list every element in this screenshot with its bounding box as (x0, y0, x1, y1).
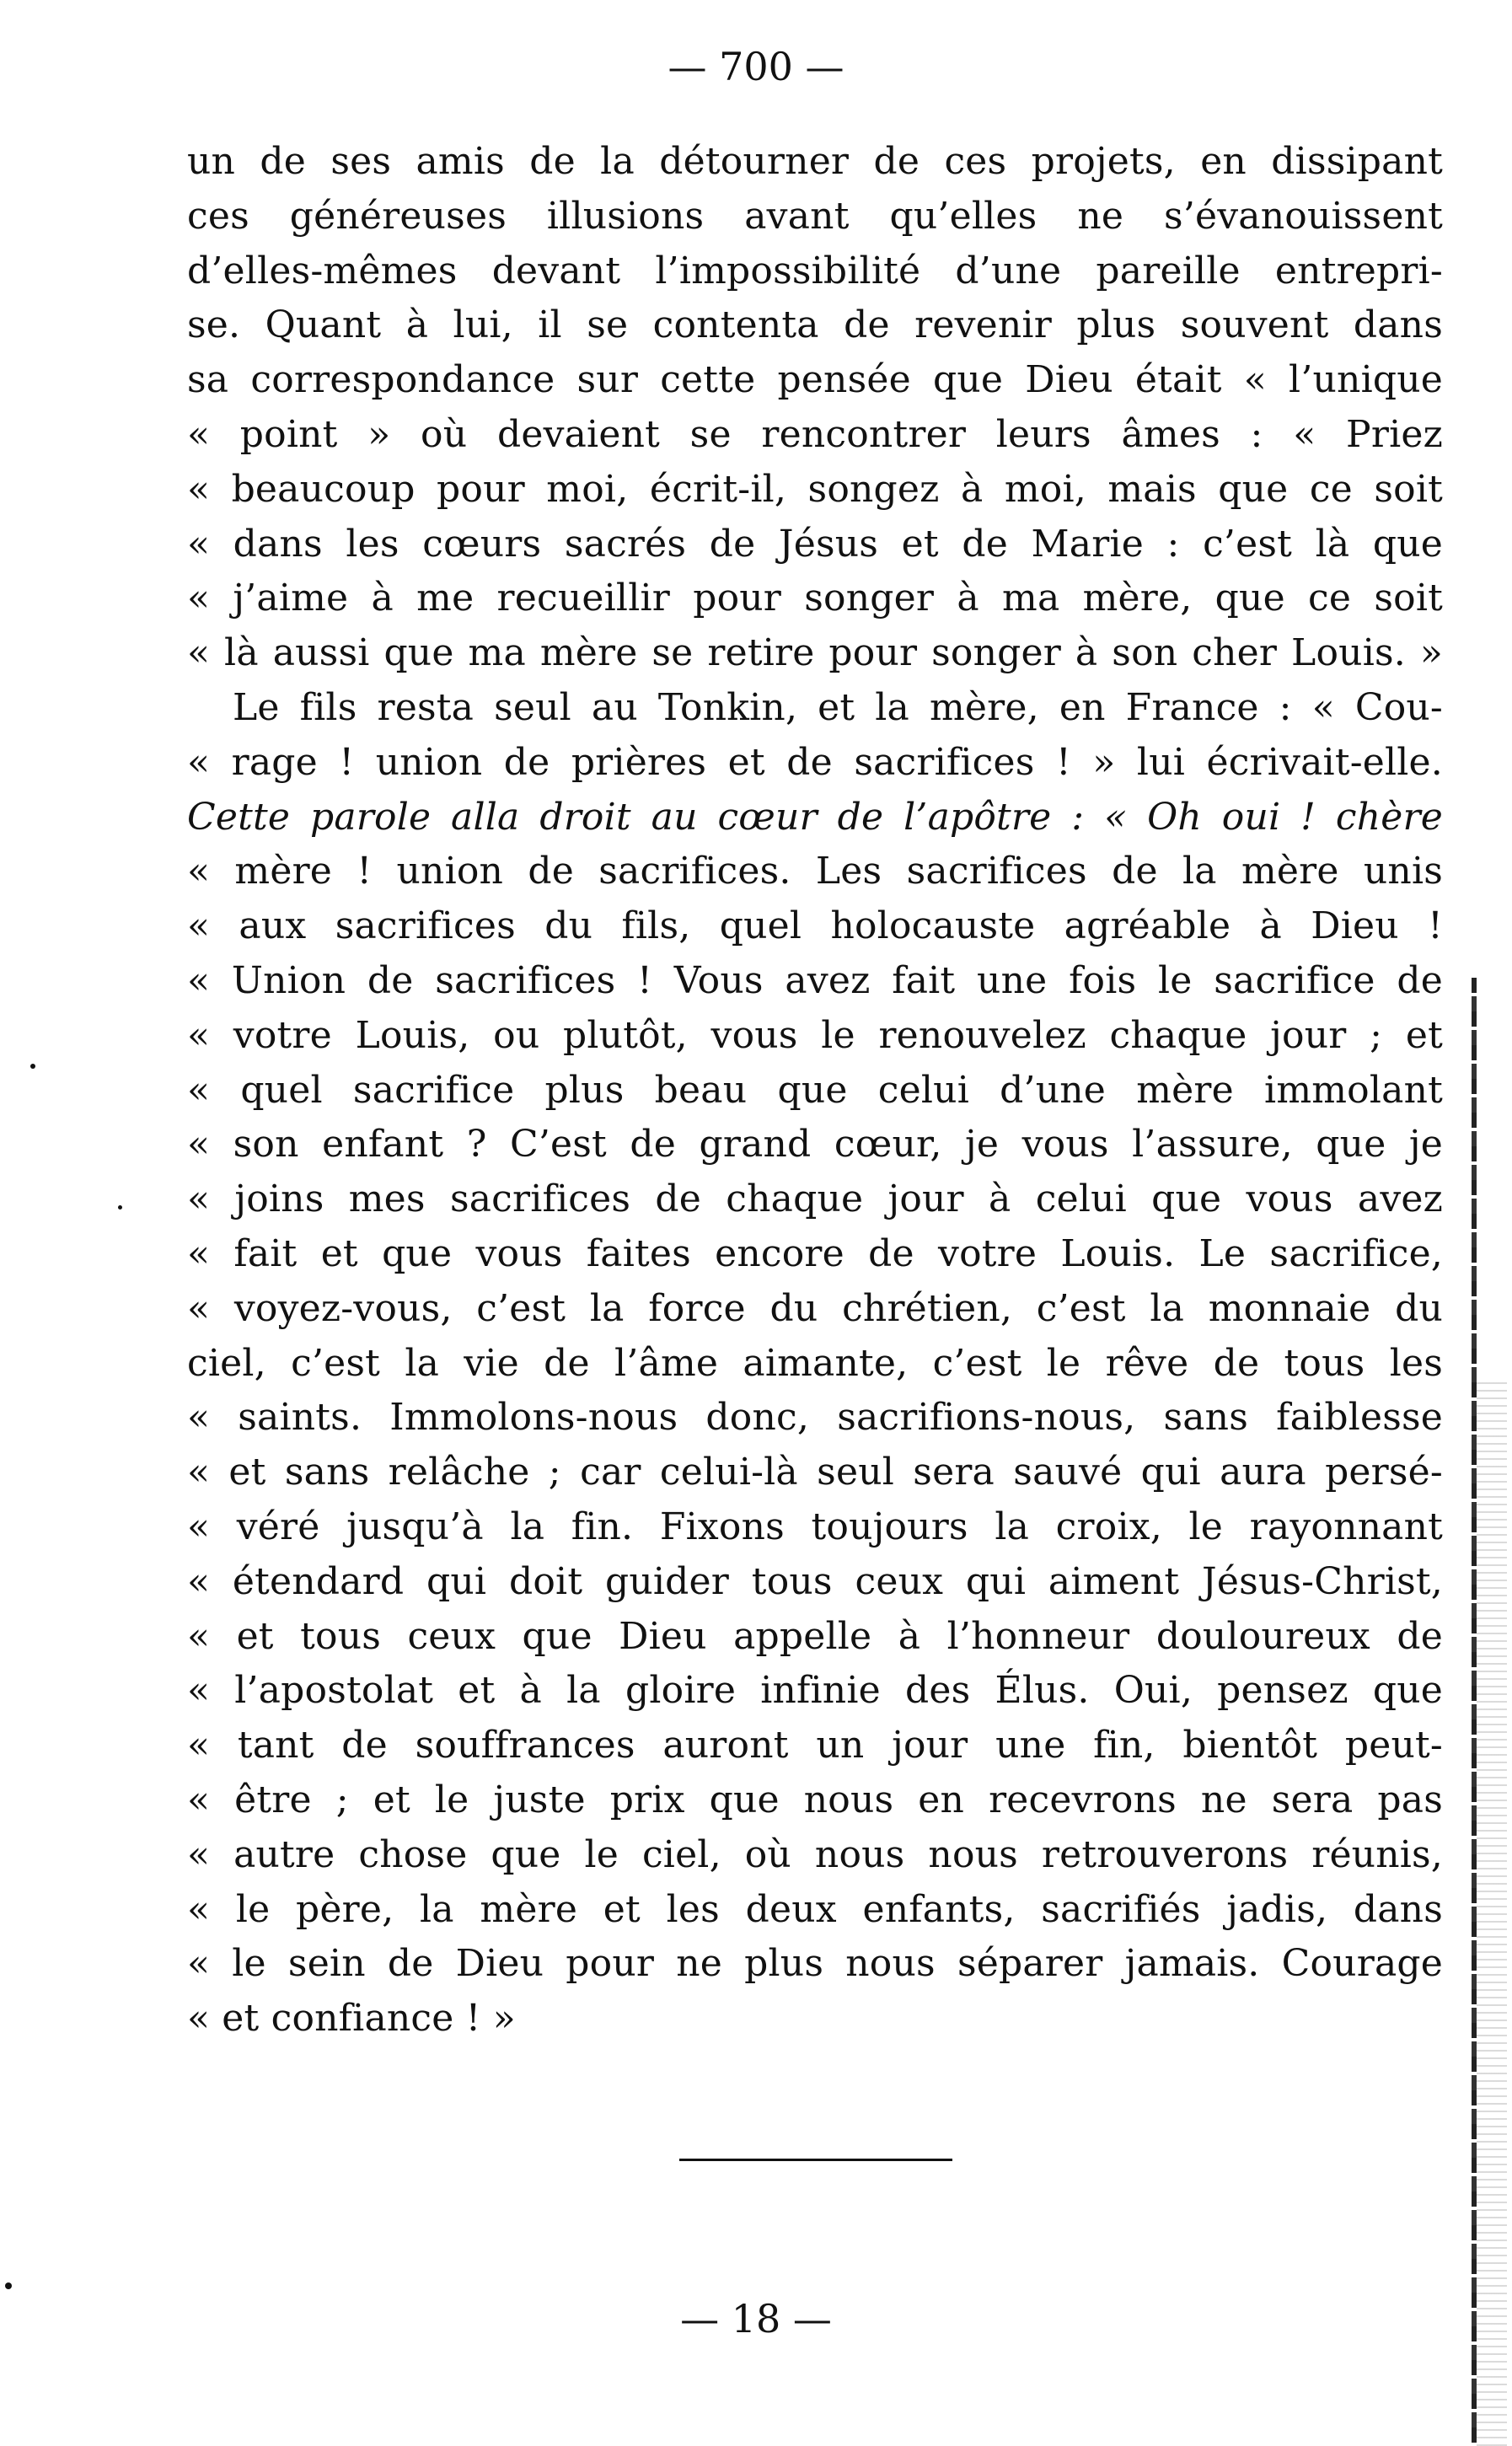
text-line-paragraph-start: Le fils resta seul au Tonkin, et la mère, en France : « Cou- (233, 685, 1443, 729)
text-line: « étendard qui doit guider tous ceux qui aiment Jésus-Christ, (187, 1559, 1443, 1603)
text-line: sa correspondance sur cette pensée que Dieu était « l’unique (187, 358, 1443, 402)
text-line: « être ; et le juste prix que nous en recevrons ne sera pas (187, 1778, 1443, 1821)
section-rule (679, 2159, 952, 2161)
text-line: « dans les cœurs sacrés de Jésus et de Marie : c’est là que (187, 522, 1443, 566)
text-line: d’elles-mêmes devant l’impossibilité d’une pareille entrepri- (187, 249, 1443, 292)
text-line: « l’apostolat et à la gloire infinie des Élus. Oui, pensez que (187, 1669, 1443, 1713)
signature-mark: — 18 — (680, 2296, 832, 2341)
text-line: « beaucoup pour moi, écrit-il, songez à moi, mais que ce soit (187, 467, 1443, 511)
text-line: « saints. Immolons-nous donc, sacrifions-nous, sans faiblesse (187, 1396, 1443, 1440)
text-line: « autre chose que le ciel, où nous nous retrouverons réunis, (187, 1832, 1443, 1876)
text-line: « là aussi que ma mère se retire pour songer à son cher Louis. » (187, 631, 1443, 675)
text-line: « j’aime à me recueillir pour songer à ma mère, que ce soit (187, 577, 1443, 620)
stray-ink-dot (5, 2282, 12, 2289)
text-line: « fait et que vous faites encore de votre Louis. Le sacrifice, (187, 1231, 1443, 1275)
text-line: « joins mes sacrifices de chaque jour à celui que vous avez (187, 1177, 1443, 1221)
text-line: « et tous ceux que Dieu appelle à l’honneur douloureux de (187, 1614, 1443, 1658)
text-line: « et sans relâche ; car celui-là seul sera sauvé qui aura persé- (187, 1451, 1443, 1494)
text-line: se. Quant à lui, il se contenta de revenir plus souvent dans (187, 303, 1443, 347)
text-line: « aux sacrifices du fils, quel holocauste agréable à Dieu ! (187, 904, 1443, 948)
text-line: « tant de souffrances auront un jour une fin, bientôt peut- (187, 1724, 1443, 1767)
binding-edge-speckle (1477, 1382, 1507, 2446)
text-line: « véré jusqu’à la fin. Fixons toujours la croix, le rayonnant (187, 1505, 1443, 1548)
text-line: ces généreuses illusions avant qu’elles ne s’évanouissent (187, 194, 1443, 238)
text-line: « quel sacrifice plus beau que celui d’une mère immolant (187, 1068, 1443, 1112)
text-line: ciel, c’est la vie de l’âme aimante, c’est le rêve de tous les (187, 1341, 1443, 1385)
text-line: « mère ! union de sacrifices. Les sacrifices de la mère unis (187, 850, 1443, 893)
stray-ink-dot (118, 1205, 122, 1210)
body-text (187, 135, 1443, 2046)
text-line-final: « et confiance ! » (187, 1997, 516, 2041)
stray-ink-dot (30, 1064, 35, 1069)
text-line: « point » où devaient se rencontrer leurs âmes : « Priez (187, 412, 1443, 456)
text-line: « le père, la mère et les deux enfants, sacrifiés jadis, dans (187, 1887, 1443, 1931)
text-line: « voyez-vous, c’est la force du chrétien, c’est la monnaie du (187, 1286, 1443, 1330)
text-line: « le sein de Dieu pour ne plus nous séparer jamais. Courage (187, 1942, 1443, 1986)
text-line: « rage ! union de prières et de sacrifices ! » lui écrivait-elle. (187, 740, 1443, 784)
page-number: — 700 — (668, 44, 844, 89)
text-line: « votre Louis, ou plutôt, vous le renouvelez chaque jour ; et (187, 1013, 1443, 1057)
text-line: un de ses amis de la détourner de ces projets, en dissipant (187, 140, 1443, 183)
text-line-italic: Cette parole alla droit au cœur de l’apôtre : « Oh oui ! chère (187, 795, 1443, 839)
text-line: « Union de sacrifices ! Vous avez fait une fois le sacrifice de (187, 958, 1443, 1002)
text-line: « son enfant ? C’est de grand cœur, je vous l’assure, que je (187, 1123, 1443, 1167)
